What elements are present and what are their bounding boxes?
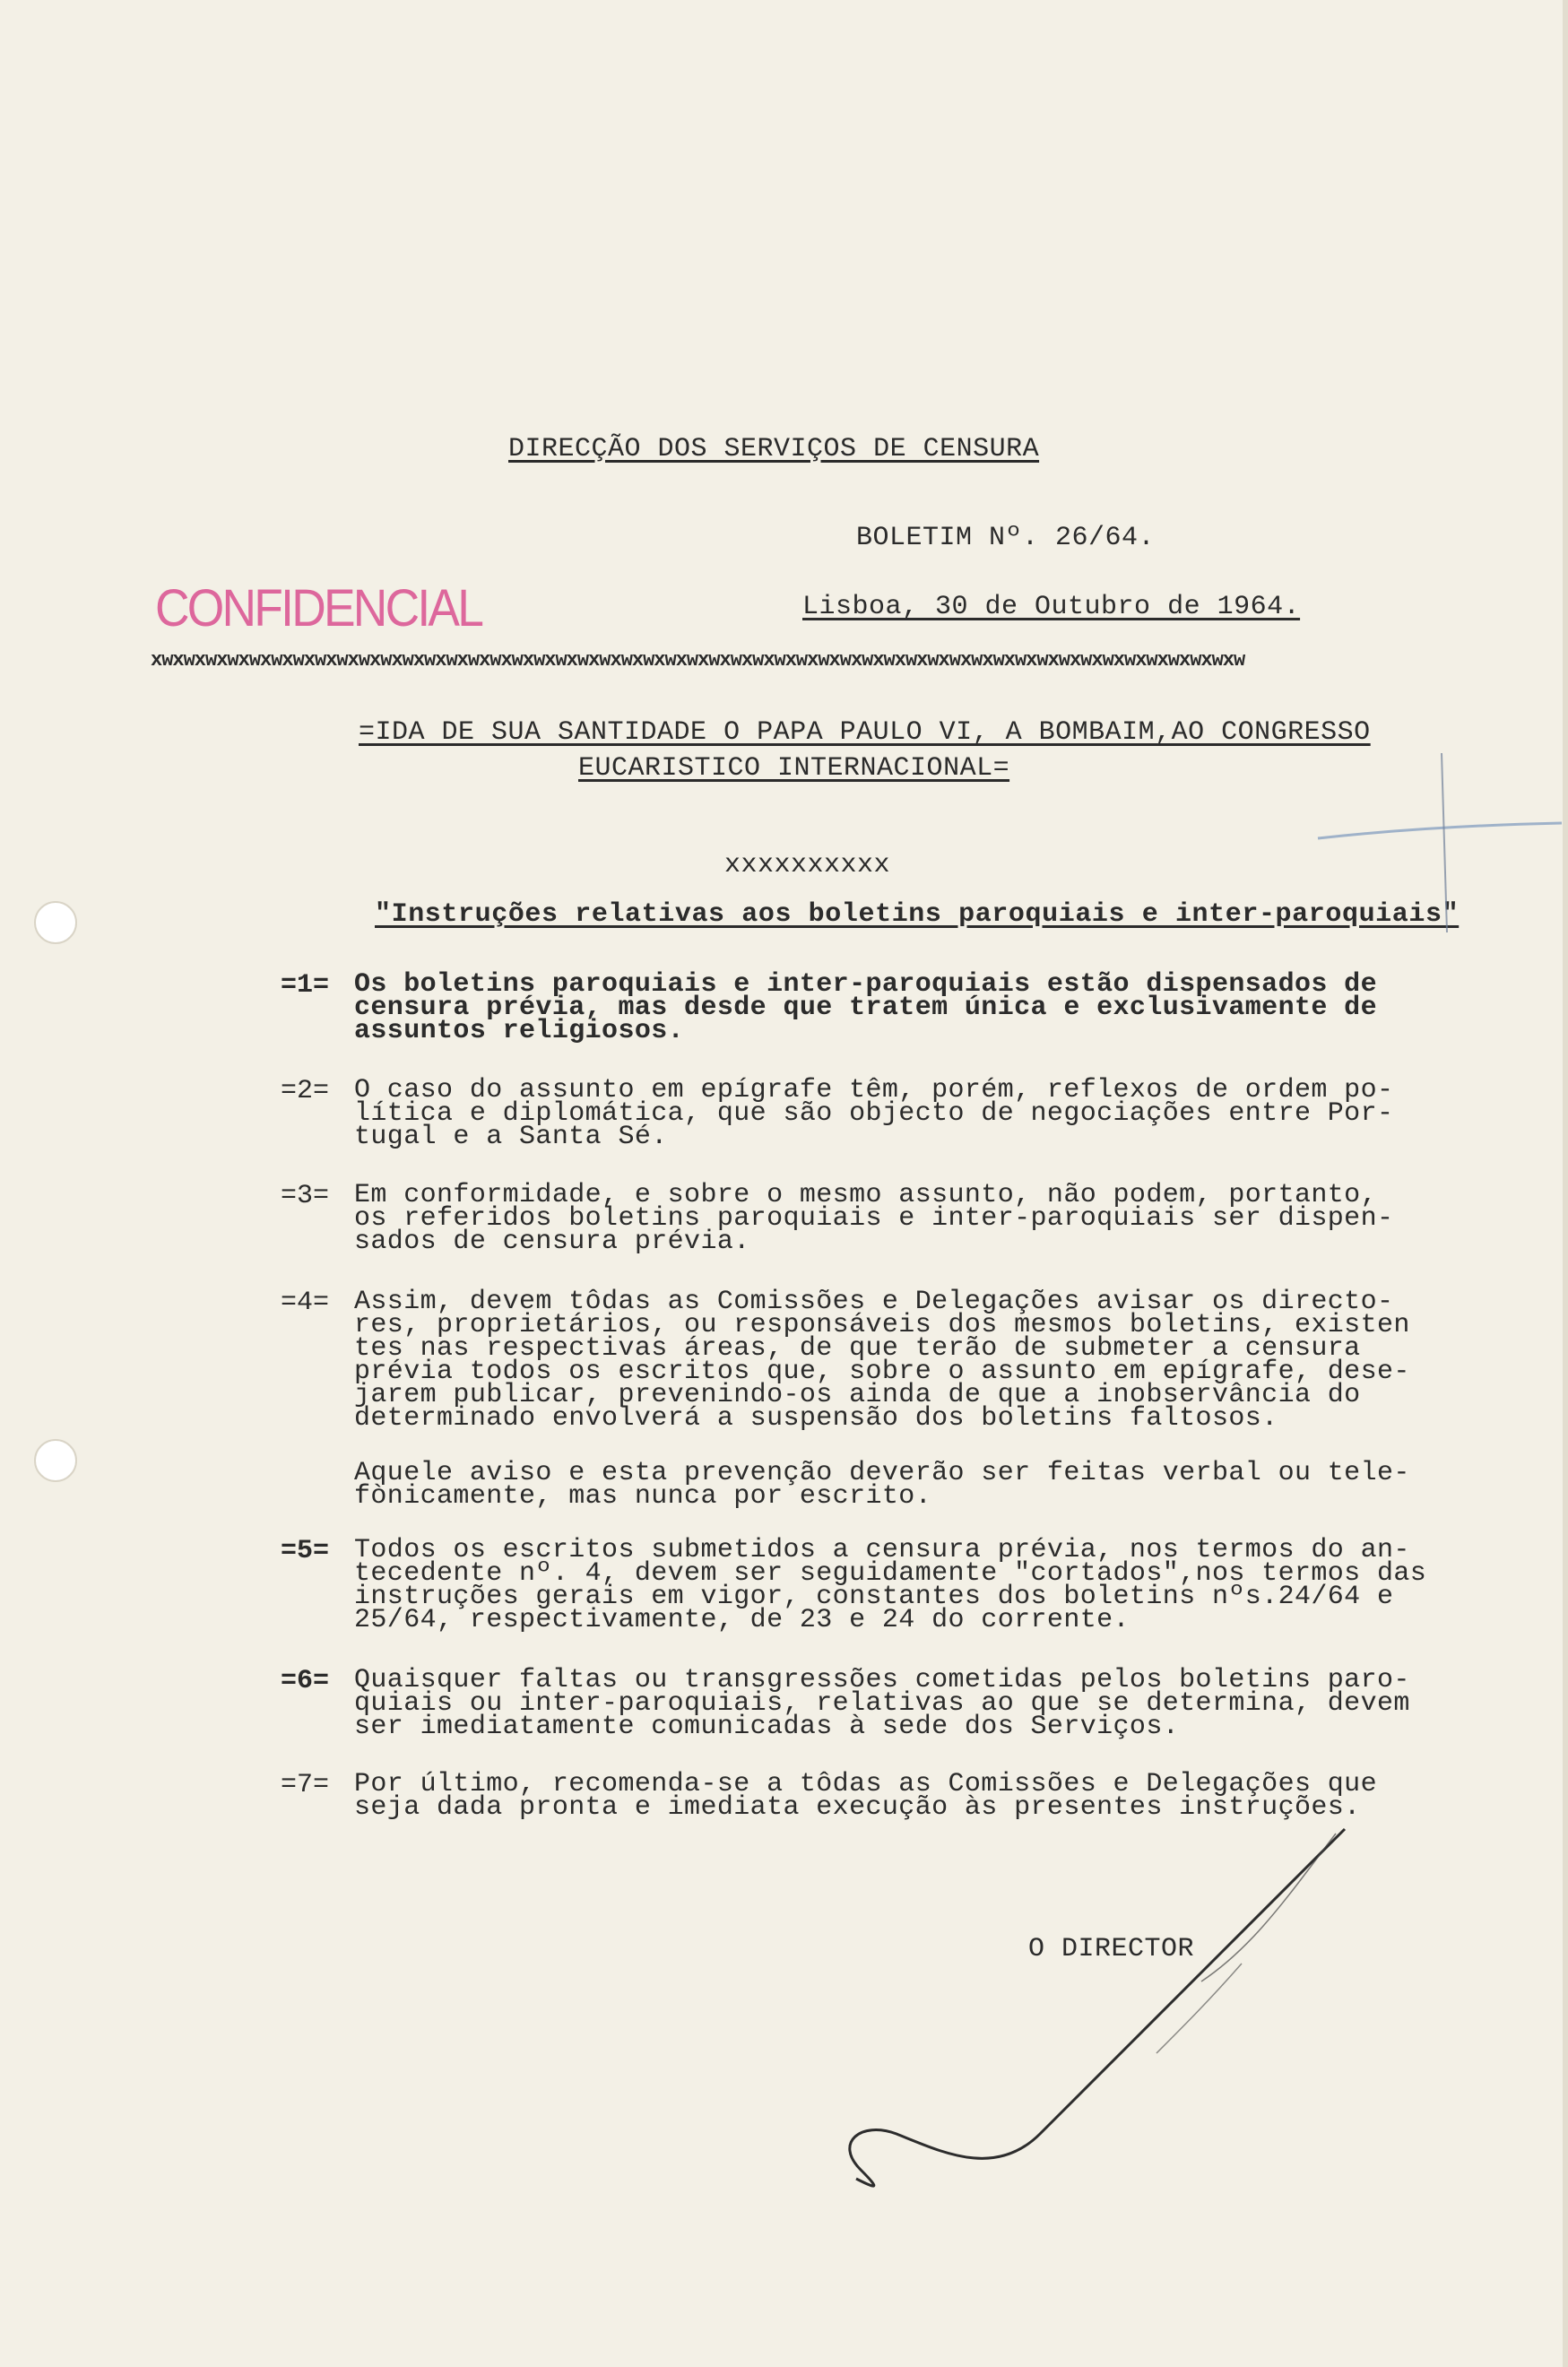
instructions-title: "Instruções relativas aos boletins paroquiais e inter-paroquiais": [375, 899, 1460, 930]
item-number: =6=: [281, 1666, 330, 1696]
item-number: =7=: [281, 1770, 330, 1800]
subject-line-2: EUCARISTICO INTERNACIONAL=: [578, 753, 1010, 784]
text-line: O caso do assunto em epígrafe têm, porém, reflexos de ordem po-: [354, 1075, 1394, 1105]
text-line: Aquele aviso e esta prevenção deverão ser feitas verbal ou tele-: [354, 1458, 1410, 1488]
text-line: Todos os escritos submetidos a censura prévia, nos termos do an-: [354, 1535, 1410, 1565]
text-line: Os boletins paroquiais e inter-paroquiais estão dispensados de: [354, 969, 1377, 1000]
text-line: Em conformidade, e sobre o mesmo assunto, não podem, portanto,: [354, 1180, 1377, 1210]
text-line: sados de censura prévia.: [354, 1227, 750, 1257]
item-number: =5=: [281, 1536, 330, 1566]
text-line: Quaisquer faltas ou transgressões cometidas pelos boletins paro-: [354, 1665, 1410, 1695]
document-date: Lisboa, 30 de Outubro de 1964.: [802, 592, 1301, 622]
text-line: 25/64, respectivamente, de 23 e 24 do corrente.: [354, 1605, 1130, 1635]
text-line: prévia todos os escritos que, sobre o assunto em epígrafe, dese-: [354, 1357, 1410, 1387]
text-line: Por último, recomenda-se a tôdas as Comissões e Delegações que: [354, 1769, 1377, 1799]
text-line: seja dada pronta e imediata execução às presentes instruções.: [354, 1792, 1361, 1823]
item-number: =2=: [281, 1076, 330, 1106]
text-line: ser imediatamente comunicadas à sede dos Serviços.: [354, 1712, 1180, 1742]
text-line: assuntos religiosos.: [354, 1016, 685, 1046]
text-line: Assim, devem tôdas as Comissões e Delegações avisar os directo-: [354, 1287, 1394, 1317]
text-line: fònicamente, mas nunca por escrito.: [354, 1481, 932, 1512]
agency-title: DIRECÇÃO DOS SERVIÇOS DE CENSURA: [508, 434, 1040, 464]
text-line: quiais ou inter-paroquiais, relativas ao que se determina, devem: [354, 1688, 1410, 1719]
item-number: =1=: [281, 970, 330, 1001]
text-line: determinado envolverá a suspensão dos boletins faltosos.: [354, 1403, 1278, 1434]
pencil-bracket-line: [1442, 753, 1447, 932]
signature-title: O DIRECTOR: [1028, 1934, 1195, 1964]
director-signature: [850, 1829, 1345, 2186]
text-line: tes nas respectivas áreas, de que terão de submeter a censura: [354, 1333, 1361, 1364]
bulletin-number: BOLETIM Nº. 26/64.: [856, 523, 1156, 553]
text-line: res, proprietários, ou responsáveis dos mesmos boletins, existen: [354, 1310, 1410, 1340]
item-number: =3=: [281, 1181, 330, 1211]
text-line: os referidos boletins paroquiais e inter-paroquiais ser dispen-: [354, 1203, 1394, 1234]
subject-divider: xxxxxxxxxx: [724, 850, 891, 880]
signature-stroke: [1157, 1964, 1242, 2053]
text-line: instruções gerais em vigor, constantes dos boletins nºs.24/64 e: [354, 1582, 1394, 1612]
signature-stroke: [1201, 1834, 1336, 1981]
item-number: =4=: [281, 1288, 330, 1318]
subject-line-1: =IDA DE SUA SANTIDADE O PAPA PAULO VI, A BOMBAIM,AO CONGRESSO: [359, 717, 1371, 748]
text-line: censura prévia, mas desde que tratem única e exclusivamente de: [354, 993, 1377, 1023]
text-line: lítica e diplomática, que são objecto de negociações entre Por-: [354, 1098, 1394, 1129]
text-line: tugal e a Santa Sé.: [354, 1122, 668, 1152]
blue-pencil-line: [1318, 823, 1562, 838]
confidential-stamp: CONFIDENCIAL: [155, 579, 482, 637]
text-line: tecedente nº. 4, devem ser seguidamente "cortados",nos termos das: [354, 1558, 1427, 1589]
text-line: jarem publicar, prevenindo-os ainda de que a inobservância do: [354, 1380, 1361, 1410]
separator-line: xwxwxwxwxwxwxwxwxwxwxwxwxwxwxwxwxwxwxwxwxwxwxwxwxwxwxwxwxwxwxwxwxwxwxwxwxwxwxwxwxwxwxwxwxwxwxwxwxwxw: [151, 649, 1245, 672]
